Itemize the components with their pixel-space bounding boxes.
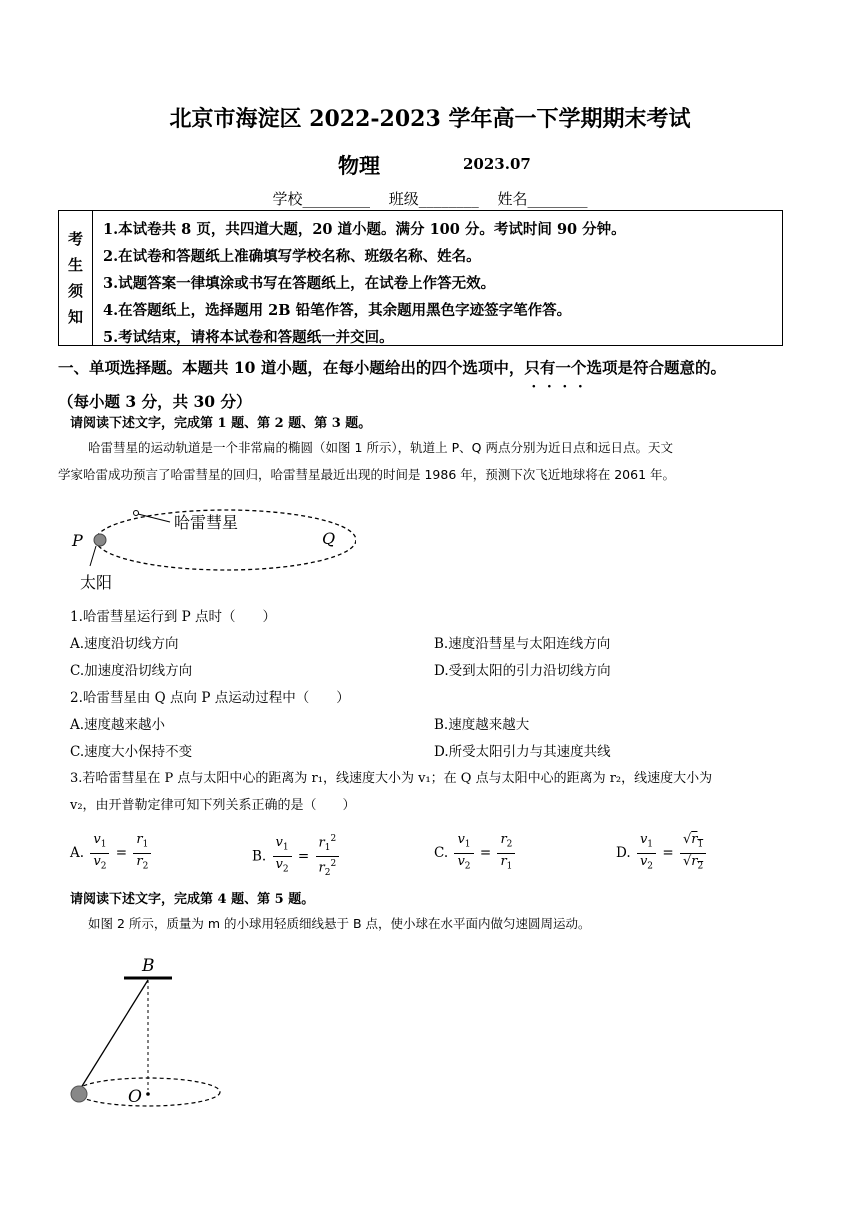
ball-icon bbox=[71, 1086, 87, 1102]
q2-option-b: B.速度越来越大 bbox=[434, 717, 530, 733]
point-q-label: Q bbox=[322, 529, 336, 548]
notice-item: 5.考试结束，请将本试卷和答题纸一并交回。 bbox=[103, 329, 394, 346]
q2-option-c: C.速度大小保持不变 bbox=[70, 744, 193, 760]
q2-option-a: A.速度越来越小 bbox=[70, 717, 166, 733]
question-2-stem: 2.哈雷彗星由 Q 点向 P 点运动过程中（ ） bbox=[70, 690, 350, 706]
reading-instruction-1: 请阅读下述文字，完成第 1 题、第 2 题、第 3 题。 bbox=[70, 416, 372, 431]
sun-label: 太阳 bbox=[80, 573, 113, 592]
q2-option-d: D.所受太阳引力与其速度共线 bbox=[434, 744, 611, 760]
question-3-stem-line1: 3.若哈雷彗星在 P 点与太阳中心的距离为 r₁，线速度大小为 v₁；在 Q 点与太阳中心的距离为 r₂，线速度大小为 bbox=[70, 771, 713, 786]
figure-1-comet-orbit bbox=[66, 500, 356, 600]
point-p-label: P bbox=[72, 531, 83, 550]
comet-label: 哈雷彗星 bbox=[174, 513, 239, 532]
q1-option-d: D.受到太阳的引力沿切线方向 bbox=[434, 663, 611, 679]
q1-option-b: B.速度沿彗星与太阳连线方向 bbox=[434, 636, 611, 652]
notice-item: 1.本试卷共 8 页，共四道大题，20 道小题。满分 100 分。考试时间 90 分钟。 bbox=[103, 221, 626, 238]
reading-instruction-2: 请阅读下述文字，完成第 4 题、第 5 题。 bbox=[70, 892, 315, 907]
point-o-label: O bbox=[128, 1087, 142, 1107]
comet-icon bbox=[134, 511, 139, 516]
q3-option-c: C. $\frac{v_1}{v_2}$ = $\frac{r_2}{r_1}$ bbox=[434, 832, 517, 874]
notice-label: 考 生 须 知 bbox=[59, 211, 93, 345]
question-1-stem: 1.哈雷彗星运行到 P 点时（ ） bbox=[70, 609, 277, 625]
exam-date: 2023.07 bbox=[463, 155, 531, 173]
school-field: 学校_________ bbox=[272, 190, 370, 208]
point-b-label: B bbox=[142, 956, 155, 976]
center-point bbox=[146, 1092, 150, 1096]
student-info-line bbox=[0, 188, 860, 209]
notice-items bbox=[103, 216, 626, 351]
class-field: 班级________ bbox=[388, 190, 479, 208]
exam-title: 北京市海淀区 2022-2023 学年高一下学期期末考试 bbox=[169, 106, 691, 132]
notice-item: 2.在试卷和答题纸上准确填写学校名称、班级名称、姓名。 bbox=[103, 248, 481, 265]
q1-option-c: C.加速度沿切线方向 bbox=[70, 663, 193, 679]
q3-option-a: A. $\frac{v_1}{v_2}$ = $\frac{r_1}{r_2}$ bbox=[70, 832, 153, 874]
subject-label: 物理 bbox=[338, 153, 380, 178]
string-line bbox=[79, 980, 148, 1091]
sun-icon bbox=[94, 534, 106, 546]
notice-item: 3.试题答案一律填涂或书写在答题纸上，在试卷上作答无效。 bbox=[103, 275, 496, 292]
section-heading: 一、单项选择题。本题共 10 道小题，在每小题给出的四个选项中，只有一个选项是符合题意的。 （每小题 3 分，共 30 分） bbox=[58, 358, 726, 411]
q3-option-d: D. $\frac{v_1}{v_2}$ = $\frac{√r_1}{√r_2}$ bbox=[616, 832, 708, 874]
question-3-stem-line2: v₂，由开普勒定律可知下列关系正确的是（ ） bbox=[70, 798, 356, 813]
passage-1: 哈雷彗星的运动轨道是一个非常扁的椭圆（如图 1 所示），轨道上 P、Q 两点分别为近日点和远日点。天文 学家哈雷成功预言了哈雷彗星的回归，哈雷彗星最近出现的时间是 1986 年，预测下次飞近地球将在 2061 年。 bbox=[58, 440, 676, 482]
passage-2: 如图 2 所示，质量为 m 的小球用轻质细线悬于 B 点，使小球在水平面内做匀速圆周运动。 bbox=[88, 916, 591, 931]
name-field: 姓名________ bbox=[497, 190, 588, 208]
figure-2-conical-pendulum bbox=[62, 950, 232, 1110]
notice-item: 4.在答题纸上，选择题用 2B 铅笔作答，其余题用黑色字迹签字笔作答。 bbox=[103, 302, 572, 319]
exam-notice-box bbox=[58, 210, 783, 346]
q1-option-a: A.速度沿切线方向 bbox=[70, 636, 179, 652]
emphasized-text: 只有一个 bbox=[524, 358, 587, 377]
q3-option-b: B. $\frac{v_1}{v_2}$ = $\frac{r_1^2}{r_2^2}$ bbox=[252, 832, 341, 881]
